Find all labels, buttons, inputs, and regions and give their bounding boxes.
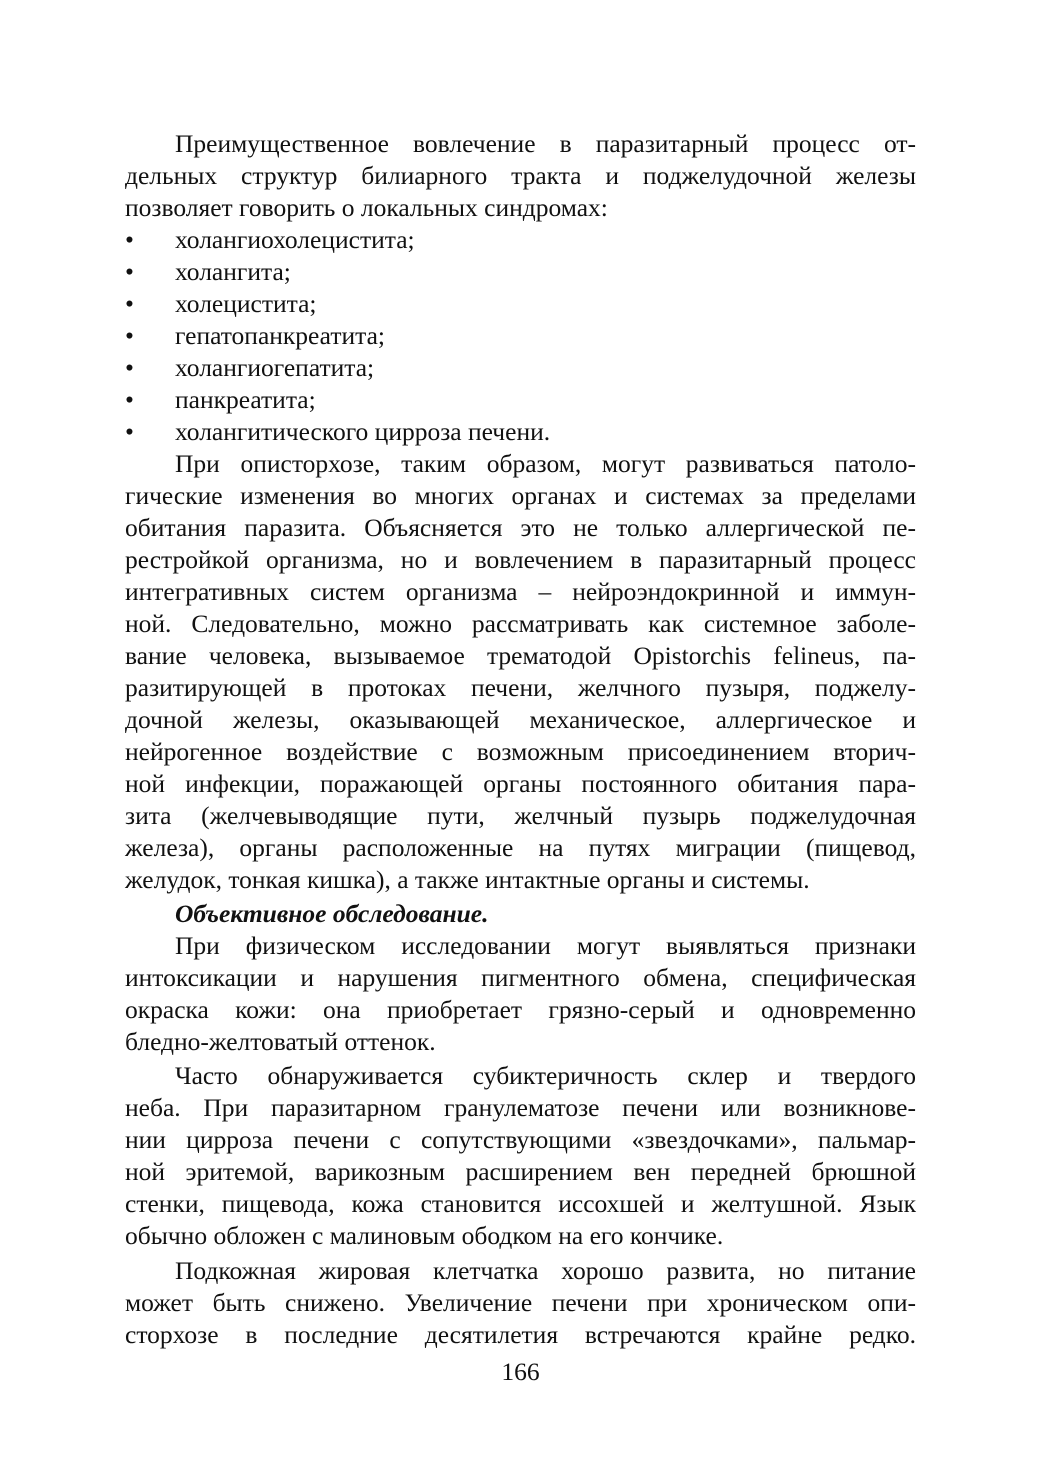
paragraph-line: дочной железы, оказывающей механическое, аллергическое и	[125, 705, 916, 734]
paragraph-line: железа), органы расположенные на путях миграции (пищевод,	[125, 833, 916, 862]
list-item: панкреатита;	[175, 385, 316, 414]
bullet-icon: •	[125, 417, 134, 446]
paragraph-line: интоксикации и нарушения пигментного обмена, специфическая	[125, 963, 916, 992]
paragraph-line: дельных структур билиарного тракта и поджелудочной железы	[125, 161, 916, 190]
paragraph-line: зита (желчевыводящие пути, желчный пузырь поджелудочная	[125, 801, 916, 830]
list-item: гепатопанкреатита;	[175, 321, 385, 350]
paragraph-line: нейрогенное воздействие с возможным присоединением вторич-	[125, 737, 916, 766]
bullet-icon: •	[125, 353, 134, 382]
paragraph-line: ной. Следовательно, можно рассматривать как системное заболе-	[125, 609, 916, 638]
list-item: холангитического цирроза печени.	[175, 417, 551, 446]
paragraph-line: При физическом исследовании могут выявляться признаки	[175, 931, 916, 960]
bullet-icon: •	[125, 321, 134, 350]
bullet-icon: •	[125, 289, 134, 318]
list-item: холангиохолецистита;	[175, 225, 415, 254]
paragraph-line: рестройкой организма, но и вовлечением в паразитарный процесс	[125, 545, 916, 574]
paragraph-line: обитания паразита. Объясняется это не только аллергической пе-	[125, 513, 916, 542]
paragraph-line: бледно-желтоватый оттенок.	[125, 1027, 436, 1056]
paragraph-line: желудок, тонкая кишка), а также интактные органы и системы.	[125, 865, 810, 894]
paragraph-line: Подкожная жировая клетчатка хорошо развита, но питание	[175, 1256, 916, 1285]
paragraph-line: неба. При паразитарном гранулематозе печени или возникнове-	[125, 1093, 916, 1122]
bullet-icon: •	[125, 225, 134, 254]
paragraph-line: сторхозе в последние десятилетия встречаются крайне редко.	[125, 1320, 916, 1349]
paragraph-line: позволяет говорить о локальных синдромах:	[125, 193, 608, 222]
paragraph-line: Часто обнаруживается субиктеричность склер и твердого	[175, 1061, 916, 1090]
paragraph-line: стенки, пищевода, кожа становится иссохшей и желтушной. Язык	[125, 1189, 916, 1218]
paragraph-line: ной инфекции, поражающей органы постоянного обитания пара-	[125, 769, 916, 798]
paragraph-line: окраска кожи: она приобретает грязно-серый и одновременно	[125, 995, 916, 1024]
paragraph-line: может быть снижено. Увеличение печени при хроническом опи-	[125, 1288, 916, 1317]
paragraph-line: разитирующей в протоках печени, желчного пузыря, поджелу-	[125, 673, 916, 702]
bullet-icon: •	[125, 257, 134, 286]
paragraph-line: вание человека, вызываемое трематодой Opistorchis felineus, па-	[125, 641, 916, 670]
list-item: холангиогепатита;	[175, 353, 375, 382]
paragraph-line: интегративных систем организма – нейроэндокринной и иммун-	[125, 577, 916, 606]
paragraph-line: ной эритемой, варикозным расширением вен передней брюшной	[125, 1157, 916, 1186]
section-heading: Объективное обследование.	[175, 899, 489, 928]
list-item: холангита;	[175, 257, 291, 286]
page-number: 166	[501, 1357, 540, 1386]
paragraph-line: нии цирроза печени с сопутствующими «звездочками», пальмар-	[125, 1125, 916, 1154]
paragraph-line: гические изменения во многих органах и системах за пределами	[125, 481, 916, 510]
bullet-icon: •	[125, 385, 134, 414]
paragraph-line: Преимущественное вовлечение в паразитарный процесс от-	[175, 129, 916, 158]
list-item: холецистита;	[175, 289, 317, 318]
paragraph-line: обычно обложен с малиновым ободком на его кончике.	[125, 1221, 724, 1250]
paragraph-line: При описторхозе, таким образом, могут развиваться патоло-	[175, 449, 916, 478]
